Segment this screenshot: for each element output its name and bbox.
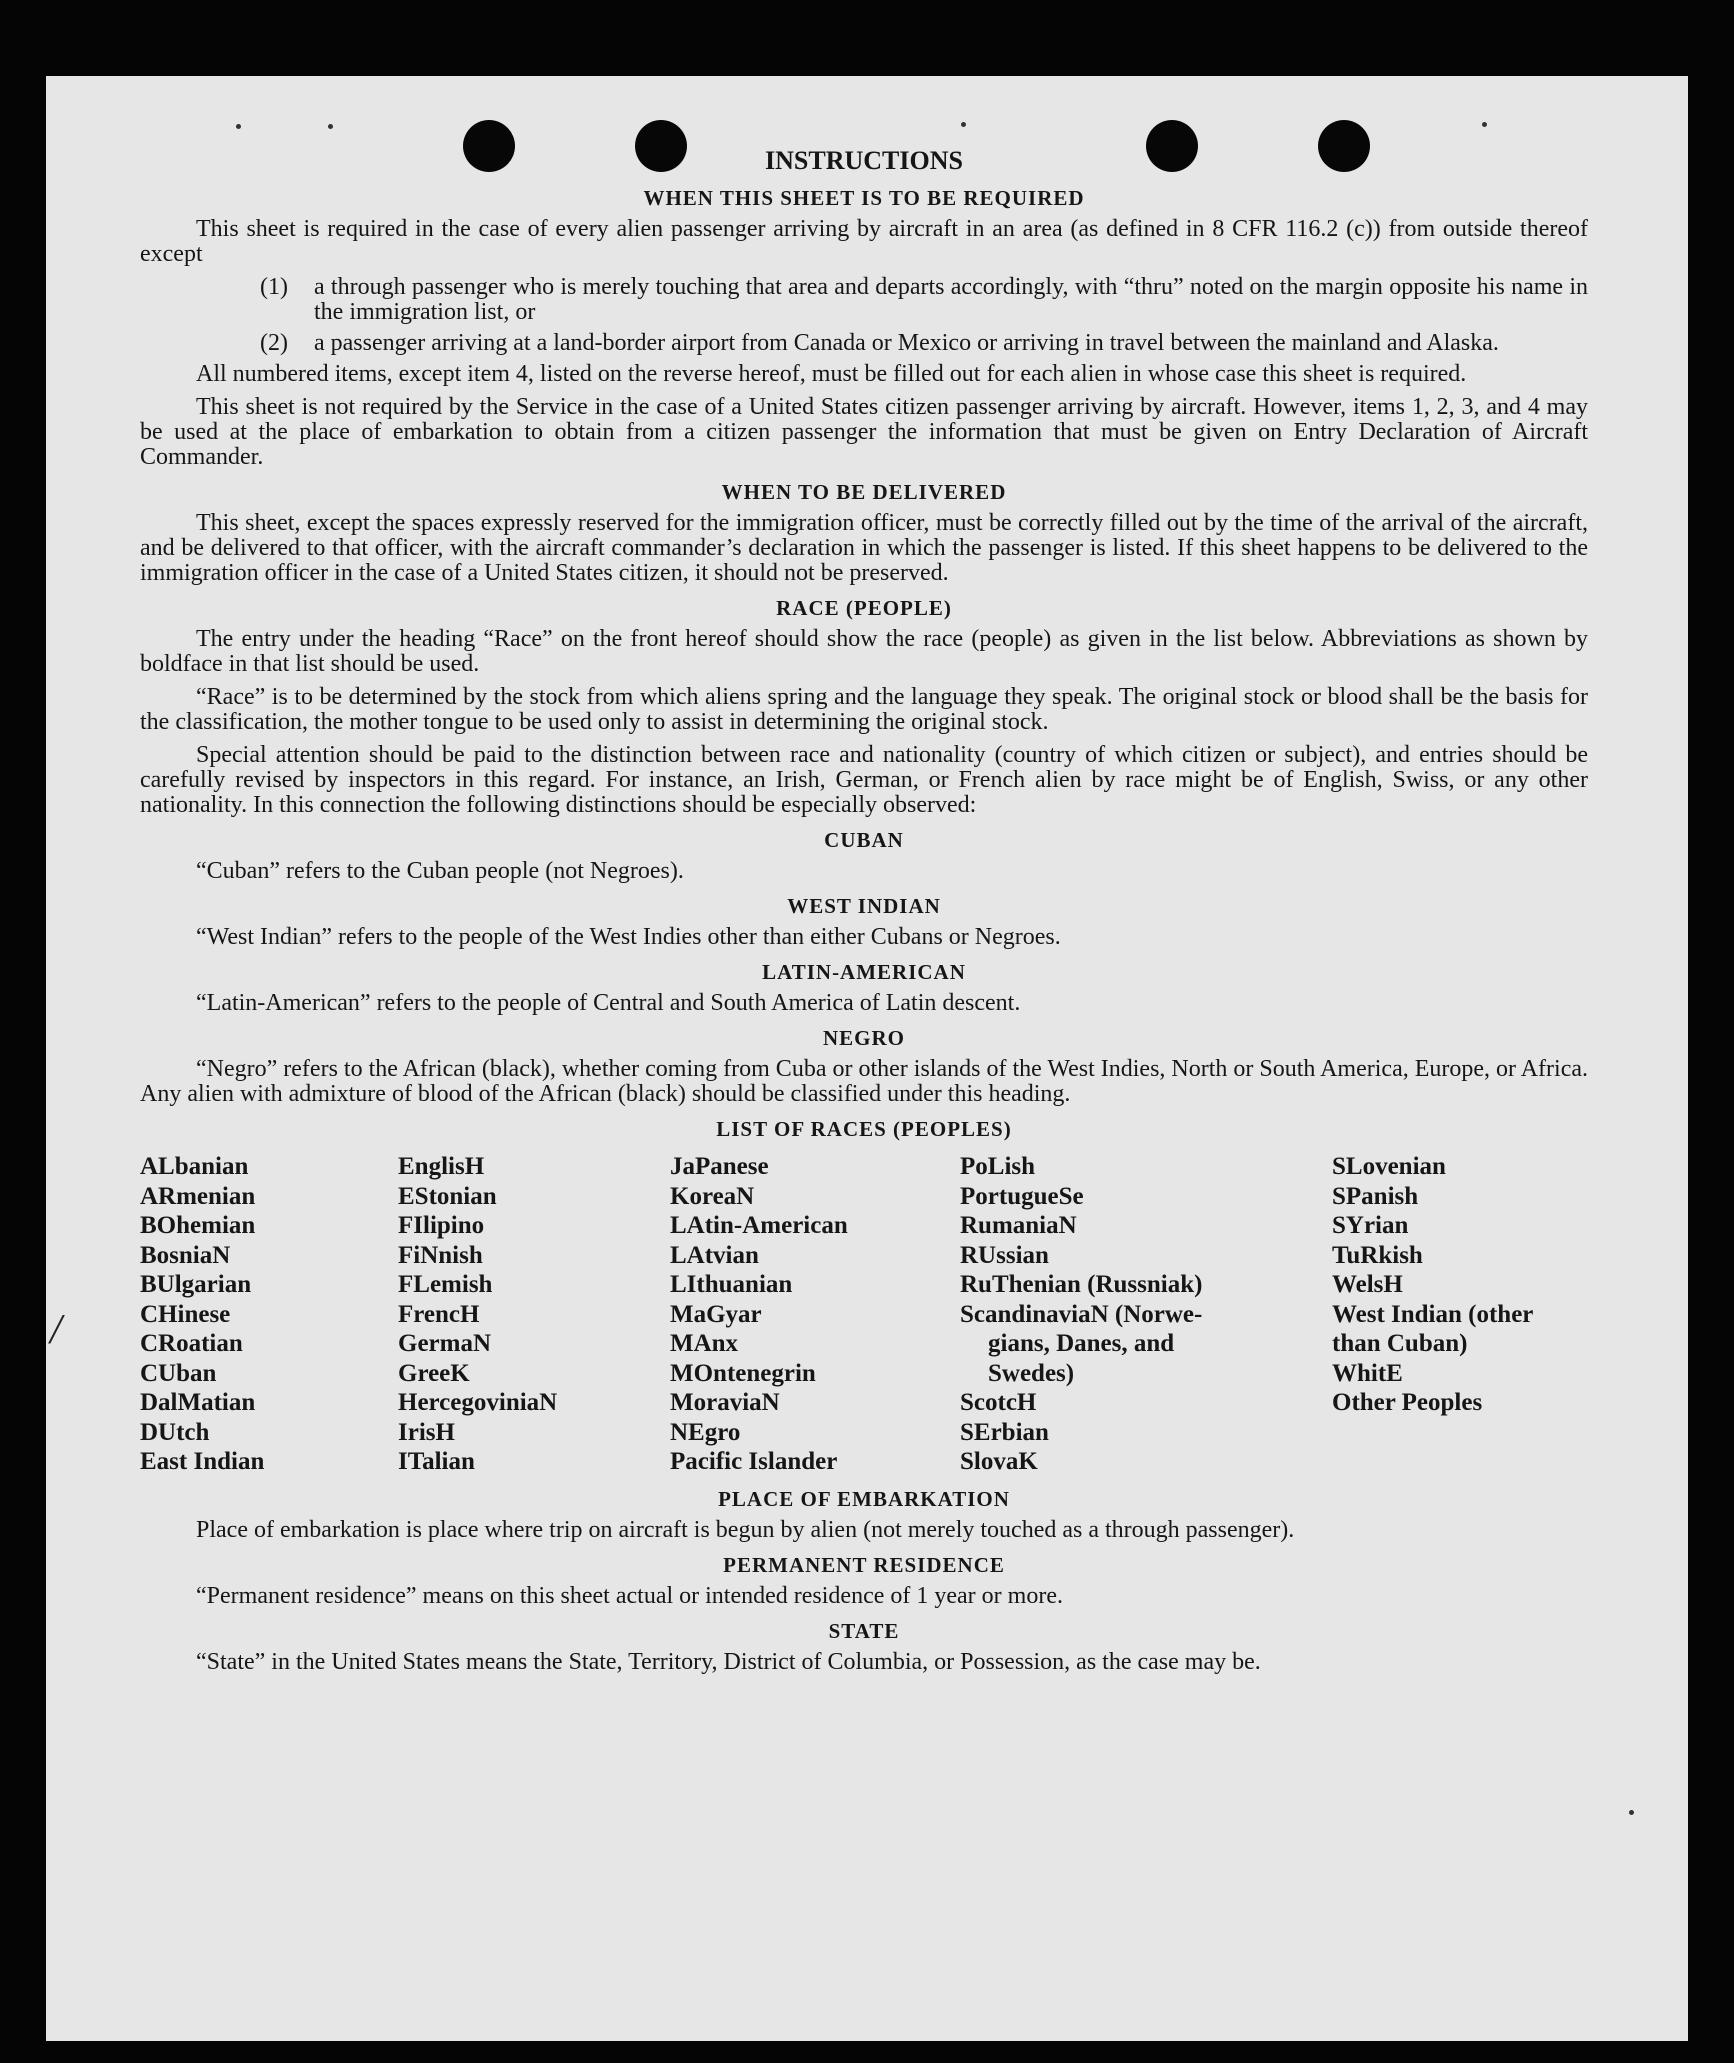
section-heading-latin-american: LATIN-AMERICAN	[762, 960, 966, 984]
exception-item	[140, 275, 1588, 325]
paragraph-race-2: “Race” is to be determined by the stock from which aliens spring and the language they speak. The original stock or blood shall be the basis for the classification, the mother tongue to be used only to assist in determining the original stock.	[140, 684, 1588, 735]
race-entry-continued: than Cuban)	[1332, 1330, 1468, 1357]
races-column	[960, 1152, 1332, 1477]
race-entry-continued: gians, Danes, and	[988, 1330, 1175, 1357]
races-column	[398, 1152, 670, 1477]
race-entry: ALbanian	[140, 1153, 249, 1180]
races-column	[670, 1152, 960, 1477]
races-list	[140, 1152, 1588, 1477]
race-entry: EStonian	[398, 1182, 497, 1210]
race-entry: GermaN	[398, 1330, 492, 1357]
paragraph-cuban: “Cuban” refers to the Cuban people (not Negroes).	[196, 858, 684, 884]
race-entry: FiNnish	[398, 1241, 483, 1269]
paragraph-delivery: This sheet, except the spaces expressly reserved for the immigration officer, must be correctly filled out by the time of the arrival of the aircraft, and be delivered to that officer, with the aircraft commander’s declaration in which the passenger is listed. If this sheet happens to be delivered to the immigration officer in the case of a United States citizen, it should not be preserved.	[140, 510, 1588, 586]
section-heading-negro: NEGRO	[822, 1026, 905, 1050]
race-entry: RumaniaN	[960, 1212, 1077, 1239]
race-entry: CRoatian	[140, 1330, 243, 1357]
exception-item-text: a through passenger who is merely touching that area and departs accordingly, with “thru” noted on the margin opposite his name in the immigration list, or	[314, 274, 1588, 325]
paragraph-state: “State” in the United States means the State, Territory, District of Columbia, or Possession, as the case may be.	[196, 1648, 1261, 1675]
race-entry: BosniaN	[140, 1241, 231, 1269]
race-entry: TuRkish	[1332, 1241, 1423, 1269]
race-entry: IrisH	[398, 1418, 455, 1446]
race-entry: MOntenegrin	[670, 1359, 816, 1387]
race-entry: MaGyar	[670, 1300, 762, 1328]
paragraph-negro: “Negro” refers to the African (black), whether coming from Cuba or other islands of the West Indies, North or South America, Europe, or Africa. Any alien with admixture of blood of the African (black) should be classified under this heading.	[140, 1056, 1588, 1107]
speck	[1629, 1810, 1634, 1815]
page-title: INSTRUCTIONS	[765, 146, 963, 175]
paragraph-residence: “Permanent residence” means on this sheet actual or intended residence of 1 year or more.	[196, 1582, 1063, 1609]
speck	[236, 124, 241, 129]
race-entry: LIthuanian	[670, 1271, 793, 1298]
race-entry: MoraviaN	[670, 1389, 780, 1416]
section-heading-when-required: WHEN THIS SHEET IS TO BE REQUIRED	[643, 186, 1085, 210]
race-entry: CUban	[140, 1359, 217, 1387]
race-entry: FrencH	[398, 1300, 480, 1328]
section-heading-cuban: CUBAN	[824, 828, 904, 852]
race-entry: ScotcH	[960, 1389, 1037, 1416]
race-entry: KoreaN	[670, 1182, 755, 1210]
race-entry: LAtvian	[670, 1241, 759, 1269]
race-entry: PoLish	[960, 1153, 1036, 1180]
race-entry: GreeK	[398, 1359, 470, 1387]
race-entry: SErbian	[960, 1418, 1049, 1446]
instructions-content	[140, 146, 1588, 1683]
section-heading-state: STATE	[828, 1618, 900, 1643]
race-entry: BOhemian	[140, 1212, 256, 1239]
race-entry: JaPanese	[670, 1153, 769, 1180]
race-entry: HercegoviniaN	[398, 1389, 558, 1416]
section-heading-race: RACE (PEOPLE)	[776, 596, 952, 620]
race-entry: RuThenian (Russniak)	[960, 1271, 1203, 1298]
speck	[1482, 122, 1487, 127]
race-entry: Other Peoples	[1332, 1389, 1483, 1416]
race-entry: WhitE	[1332, 1359, 1403, 1387]
race-entry: EnglisH	[398, 1153, 485, 1180]
race-entry: SPanish	[1332, 1182, 1419, 1210]
section-heading-west-indian: WEST INDIAN	[787, 894, 941, 918]
race-entry: DalMatian	[140, 1389, 256, 1416]
race-entry: East Indian	[140, 1448, 265, 1475]
section-heading-when-delivered: WHEN TO BE DELIVERED	[721, 480, 1007, 504]
paragraph-race-3: Special attention should be paid to the distinction between race and nationality (country of which citizen or subject), and entries should be carefully revised by inspectors in this regard. For instance, an Irish, German, or French alien by race might be of English, Swiss, or any other nationality. In this connection the following distinctions should be especially observed:	[140, 742, 1588, 818]
race-entry: PortugueSe	[960, 1182, 1084, 1210]
speck	[961, 122, 966, 127]
race-entry: ScandinaviaN (Norwe-	[960, 1300, 1203, 1328]
race-entry-continued: Swedes)	[988, 1359, 1075, 1387]
exception-item	[140, 331, 1588, 356]
paragraph-race-1: The entry under the heading “Race” on the front hereof should show the race (people) as given in the list below. Abbreviations as shown by boldface in that list should be used.	[140, 626, 1588, 677]
race-entry: FLemish	[398, 1271, 493, 1298]
race-entry: WelsH	[1332, 1271, 1403, 1298]
race-entry: CHinese	[140, 1300, 231, 1328]
races-column	[140, 1152, 398, 1477]
speck	[328, 124, 333, 129]
section-heading-embarkation: PLACE OF EMBARKATION	[718, 1486, 1010, 1511]
race-entry: LAtin-American	[670, 1212, 848, 1239]
race-entry: BUlgarian	[140, 1271, 252, 1298]
paragraph-citizen: This sheet is not required by the Service in the case of a United States citizen passenger arriving by aircraft. However, items 1, 2, 3, and 4 may be used at the place of embarkation to obtain from a citizen passenger the information that must be given on Entry Declaration of Aircraft Commander.	[140, 394, 1588, 470]
race-entry: West Indian (other	[1332, 1300, 1534, 1328]
paragraph-embarkation: Place of embarkation is place where trip on aircraft is begun by alien (not merely touched as a through passenger).	[196, 1516, 1295, 1543]
paragraph-numbered-items: All numbered items, except item 4, listed on the reverse hereof, must be filled out for each alien in whose case this sheet is required.	[196, 361, 1467, 387]
exception-item-number: (1)	[260, 274, 288, 300]
section-heading-races-list: LIST OF RACES (PEOPLES)	[716, 1117, 1012, 1141]
race-entry: Pacific Islander	[670, 1448, 838, 1475]
race-entry: MAnx	[670, 1330, 739, 1357]
exception-item-number: (2)	[260, 330, 288, 356]
race-entry: ITalian	[398, 1448, 475, 1475]
race-entry: SlovaK	[960, 1448, 1038, 1475]
paragraph-west-indian: “West Indian” refers to the people of the West Indies other than either Cubans or Negroes.	[196, 924, 1061, 950]
race-entry: NEgro	[670, 1418, 741, 1446]
section-heading-residence: PERMANENT RESIDENCE	[723, 1552, 1005, 1577]
race-entry: RUssian	[960, 1241, 1049, 1269]
race-entry: SLovenian	[1332, 1153, 1446, 1180]
exception-item-text: a passenger arriving at a land-border airport from Canada or Mexico or arriving in travel between the mainland and Alaska.	[314, 330, 1499, 356]
race-entry: SYrian	[1332, 1212, 1409, 1239]
races-column	[1332, 1152, 1588, 1477]
paragraph-required-intro: This sheet is required in the case of every alien passenger arriving by aircraft in an area (as defined in 8 CFR 116.2 (c)) from outside thereof except	[140, 216, 1588, 267]
race-entry: ARmenian	[140, 1182, 256, 1210]
race-entry: DUtch	[140, 1418, 210, 1446]
margin-pencil-mark: /	[50, 1307, 62, 1353]
paragraph-latin-american: “Latin-American” refers to the people of Central and South America of Latin descent.	[196, 990, 1021, 1016]
race-entry: FIlipino	[398, 1212, 485, 1239]
